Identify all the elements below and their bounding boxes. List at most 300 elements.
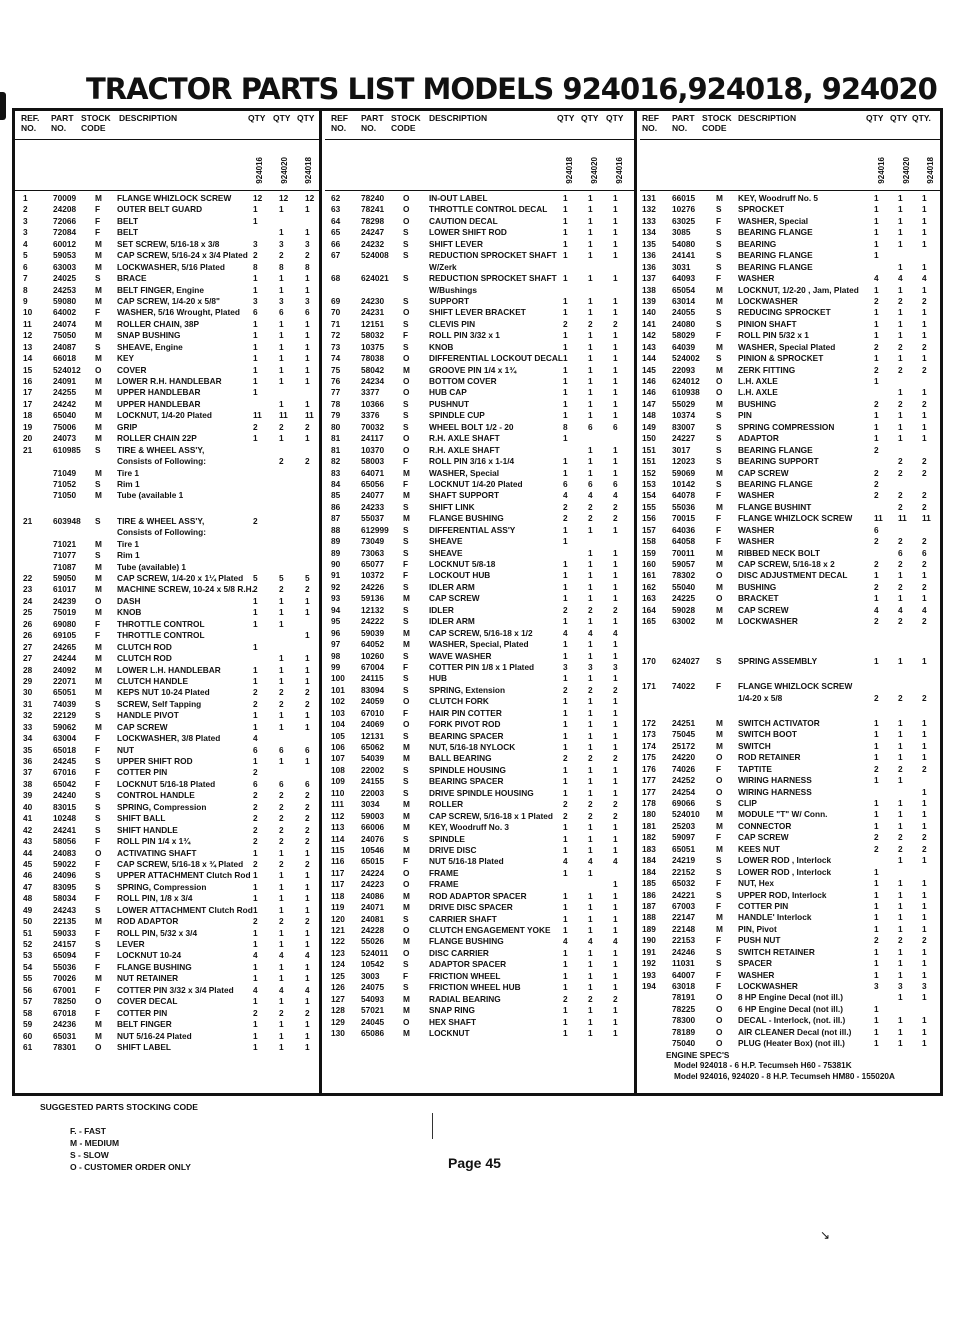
qty-b: 2 — [898, 490, 903, 501]
part-row — [640, 764, 940, 775]
description: SNAP BUSHING — [117, 330, 181, 341]
description: SPINDLE CUP — [429, 410, 485, 421]
part-row — [325, 193, 634, 204]
stock-code: S — [403, 318, 409, 329]
qty-b: 4 — [279, 950, 284, 961]
ref-no: 175 — [642, 752, 656, 763]
qty-c: 1 — [922, 969, 927, 980]
description: ACTIVATING SHAFT — [117, 847, 197, 858]
qty-b: 2 — [898, 559, 903, 569]
qty-b: 1 — [588, 639, 593, 650]
ref-no: 190 — [642, 935, 656, 946]
qty-a: 1 — [563, 696, 568, 707]
part-no: 10546 — [361, 844, 385, 855]
ref-no: 12 — [23, 330, 33, 341]
qty-c: 1 — [613, 742, 618, 752]
ref-no: 68 — [331, 273, 341, 284]
part-no: 71049 — [53, 467, 77, 478]
description: SPRING COMPRESSION — [738, 421, 835, 432]
ref-no: 176 — [642, 763, 656, 774]
part-row — [15, 756, 319, 767]
part-row — [640, 616, 940, 627]
part-no: 66018 — [53, 353, 77, 364]
part-no: 59050 — [53, 573, 77, 583]
stock-code: S — [716, 238, 722, 249]
description: SHIFT LINK — [429, 501, 475, 512]
qty-c: 1 — [613, 730, 618, 741]
qty-b: 1 — [279, 595, 284, 606]
model-header — [15, 140, 319, 191]
qty-b: 2 — [279, 698, 284, 709]
stock-code: M — [403, 467, 410, 478]
description: WASHER — [738, 524, 775, 535]
qty-c: 1 — [613, 844, 618, 855]
part-no: 24117 — [361, 433, 384, 444]
description: CLUTCH ENGAGEMENT YOKE — [429, 925, 551, 935]
part-row — [15, 733, 319, 744]
part-row — [15, 939, 319, 950]
ref-no: 85 — [331, 490, 341, 501]
stock-code: M — [716, 604, 723, 615]
part-row — [15, 710, 319, 721]
qty-c: 1 — [613, 307, 618, 318]
ref-no: 45 — [23, 858, 33, 869]
qty-c: 1 — [305, 996, 310, 1007]
part-no: 58034 — [53, 893, 77, 904]
part-row — [325, 719, 634, 730]
part-row — [15, 1031, 319, 1042]
qty-a: 1 — [253, 215, 258, 226]
stock-code: S — [95, 824, 101, 835]
part-no: 55026 — [361, 936, 385, 947]
qty-a: 1 — [563, 719, 568, 730]
part-row — [15, 296, 319, 307]
qty-a: 2 — [874, 536, 879, 547]
qty-c: 2 — [613, 604, 618, 615]
ref-no: 18 — [23, 410, 33, 421]
qty-c: 1 — [922, 786, 927, 797]
stock-code: S — [403, 524, 409, 535]
qty-a: 2 — [253, 801, 258, 812]
stock-code: F — [403, 856, 409, 867]
header-description: DESCRIPTION — [119, 113, 178, 123]
stock-code: M — [716, 341, 723, 352]
description: ADAPTOR — [738, 433, 779, 444]
ref-no: 118 — [331, 890, 345, 901]
part-no: 22152 — [672, 866, 696, 877]
description: L.H. AXLE — [738, 376, 778, 386]
qty-c: 4 — [922, 273, 927, 284]
description: ROD ADAPTOR — [117, 916, 179, 927]
part-row — [640, 656, 940, 667]
qty-c: 6 — [613, 421, 618, 432]
stock-code: S — [403, 398, 409, 409]
description: BEARING — [738, 238, 777, 249]
part-row — [640, 319, 940, 330]
description: THROTTLE CONTROL DECAL — [429, 204, 548, 215]
part-no: 22129 — [53, 710, 77, 721]
description: BEARING FLANGE — [738, 250, 813, 261]
description: ROLL PIN, 5/32 x 3/4 — [117, 927, 198, 938]
stock-code: S — [716, 478, 722, 489]
description: ROD RETAINER — [738, 752, 801, 763]
qty-a: 1 — [563, 250, 568, 261]
ref-no: 5 — [23, 250, 28, 261]
stock-code: M — [95, 421, 102, 432]
ref-no: 173 — [642, 729, 656, 740]
engine-spec-line: Model 924016, 924020 - 8 H.P. Tecumseh HM80 - 155020A — [674, 1071, 895, 1081]
part-row — [15, 642, 319, 653]
qty-c: 1 — [922, 318, 927, 329]
part-no: 12131 — [361, 730, 385, 741]
part-row — [15, 285, 319, 296]
qty-b: 1 — [279, 607, 284, 618]
part-no: 83095 — [53, 881, 77, 892]
part-no: 75040 — [672, 1038, 696, 1049]
part-no: 10366 — [361, 398, 385, 409]
part-no: 78191 — [672, 992, 696, 1003]
description: PIN — [738, 410, 752, 421]
part-row — [325, 262, 634, 273]
description: CLEVIS PIN — [429, 318, 476, 329]
stock-code: S — [403, 673, 409, 684]
qty-c: 1 — [613, 787, 618, 798]
qty-a: 1 — [874, 593, 879, 604]
qty-b: 2 — [588, 513, 593, 524]
part-no: 24045 — [361, 1016, 385, 1027]
description: THROTTLE CONTROL — [117, 630, 205, 641]
qty-b: 1 — [279, 870, 284, 881]
stock-code: S — [95, 515, 101, 526]
ref-no: 95 — [331, 616, 341, 627]
part-no: 71052 — [53, 478, 77, 489]
header-part: PART NO. — [361, 113, 384, 133]
part-row — [640, 809, 940, 820]
qty-a: 2 — [253, 858, 258, 869]
description: BALL BEARING — [429, 753, 492, 764]
description: WASHER, Special Plated — [738, 341, 836, 352]
qty-c: 1 — [922, 1026, 927, 1037]
description: SWITCH ACTIVATOR — [738, 717, 820, 728]
description: UPPER ROD, Interlock — [738, 889, 827, 900]
part-no: 59136 — [361, 593, 385, 604]
stock-code: F — [716, 490, 722, 501]
stock-code: F — [95, 1007, 101, 1018]
qty-a: 1 — [563, 387, 568, 398]
qty-b: 1 — [588, 696, 593, 707]
qty-b: 1 — [898, 946, 903, 957]
qty-a: 1 — [874, 330, 879, 341]
qty-a: 1 — [874, 752, 879, 763]
qty-c: 1 — [613, 193, 618, 203]
ref-no: 20 — [23, 433, 33, 444]
part-no: 65040 — [53, 410, 77, 421]
stock-code: F — [95, 618, 101, 629]
ref-no: 81 — [331, 433, 341, 444]
qty-c: 2 — [613, 318, 618, 329]
ref-no: 184 — [642, 855, 656, 866]
qty-a: 2 — [253, 584, 258, 595]
qty-a: 1 — [563, 959, 568, 970]
stock-code: M — [403, 639, 410, 650]
stock-code: S — [95, 939, 101, 949]
description: COVER DECAL — [117, 996, 178, 1007]
qty-a: 1 — [253, 433, 258, 444]
qty-a: 1 — [874, 969, 879, 980]
qty-c: 2 — [613, 501, 618, 512]
qty-b: 1 — [588, 844, 593, 855]
qty-b: 1 — [588, 524, 593, 535]
qty-a: 2 — [874, 763, 879, 774]
part-row — [325, 731, 634, 742]
qty-a: 2 — [563, 993, 568, 1004]
stock-code: M — [95, 573, 102, 583]
qty-a: 3 — [874, 981, 879, 991]
ref-no: 135 — [642, 238, 656, 249]
description: Consists of Following: — [117, 456, 206, 467]
qty-c: 2 — [613, 993, 618, 1004]
qty-a: 1 — [563, 707, 568, 718]
part-no: 10374 — [672, 410, 696, 421]
qty-a: 2 — [253, 515, 258, 526]
stock-code: O — [716, 775, 723, 786]
part-row — [325, 685, 634, 696]
description: NUT 5/16-18 Plated — [429, 856, 504, 867]
part-row — [15, 204, 319, 215]
qty-c: 4 — [922, 604, 927, 615]
description: CLUTCH HANDLE — [117, 675, 188, 686]
stock-code: S — [716, 433, 722, 444]
ref-no: 104 — [331, 719, 345, 730]
qty-a: 1 — [563, 947, 568, 958]
stock-code: O — [403, 433, 410, 444]
description: COTTER PIN 3/32 x 3/4 Plated — [117, 984, 234, 995]
stock-code: O — [403, 353, 410, 364]
part-no: 24240 — [53, 790, 77, 801]
ref-no: 97 — [331, 639, 341, 650]
part-no: 24157 — [53, 939, 77, 949]
qty-a: 1 — [874, 1015, 879, 1026]
qty-c: 1 — [305, 318, 310, 329]
qty-b: 3 — [588, 661, 593, 672]
part-no: 74039 — [53, 698, 77, 709]
part-no: 59097 — [672, 832, 696, 843]
qty-c: 2 — [305, 250, 310, 261]
qty-b: 1 — [279, 653, 284, 664]
part-no: 3034 — [361, 799, 380, 810]
qty-b: 1 — [898, 410, 903, 421]
header-ref: REF NO. — [331, 113, 348, 133]
part-no: 75006 — [53, 421, 77, 432]
qty-a: 2 — [563, 753, 568, 764]
part-no: 24208 — [53, 204, 77, 215]
qty-a: 2 — [874, 616, 879, 627]
description: HANDLE' Interlock — [738, 912, 812, 923]
part-no: 83007 — [672, 421, 696, 432]
stock-code: M — [716, 581, 723, 592]
ref-no: 44 — [23, 847, 33, 858]
ref-no: 136 — [642, 261, 656, 272]
qty-c: 1 — [922, 307, 927, 318]
description: COTTER PIN — [117, 1007, 168, 1018]
description: KEY — [117, 353, 135, 364]
qty-b: 2 — [898, 295, 903, 306]
ref-no: 11 — [23, 318, 32, 329]
part-no: 74026 — [672, 763, 696, 774]
part-row — [15, 596, 319, 607]
stock-code: F — [95, 858, 101, 869]
column-header — [640, 111, 940, 140]
part-row — [15, 239, 319, 250]
description: CAP SCREW — [738, 467, 789, 478]
ref-no: 31 — [23, 698, 33, 709]
part-no: 24055 — [672, 307, 696, 318]
qty-b: 2 — [898, 456, 903, 467]
part-no: 72084 — [53, 227, 77, 238]
qty-b: 1 — [588, 890, 593, 901]
description: LOCKWASHER — [738, 295, 798, 306]
description: SHIFT LEVER — [429, 238, 483, 249]
part-no: 58032 — [361, 330, 385, 341]
qty-b: 1 — [588, 673, 593, 684]
qty-c: 1 — [613, 673, 618, 684]
description: FRICTION WHEEL HUB — [429, 982, 521, 993]
qty-c: 1 — [922, 889, 927, 900]
qty-b: 2 — [898, 467, 903, 478]
qty-c: 2 — [922, 364, 927, 375]
qty-c: 1 — [305, 675, 310, 686]
qty-a: 1 — [874, 227, 879, 238]
description: LOCKNUT, 1/4-20 Plated — [117, 410, 212, 421]
part-row — [325, 365, 634, 376]
description: BELT FINGER — [117, 1019, 172, 1030]
part-row — [325, 925, 634, 936]
qty-a: 1 — [563, 238, 568, 249]
stock-code: M — [716, 923, 723, 934]
stock-code: S — [716, 798, 722, 808]
description: BEARING FLANGE — [738, 261, 813, 272]
part-row — [15, 767, 319, 778]
qty-b: 2 — [898, 581, 903, 592]
column-header — [325, 111, 634, 140]
part-row — [640, 387, 940, 398]
qty-a: 1 — [563, 1005, 568, 1016]
qty-a: 2 — [563, 810, 568, 821]
qty-c: 1 — [613, 593, 618, 604]
description: WAVE WASHER — [429, 650, 492, 661]
ref-no: 39 — [23, 790, 33, 801]
qty-c: 1 — [613, 890, 618, 901]
part-no: 24252 — [672, 775, 696, 786]
description: SPRING ASSEMBLY — [738, 655, 818, 666]
part-row — [15, 445, 319, 456]
qty-a: 1 — [874, 193, 879, 203]
ref-no: 87 — [331, 513, 341, 524]
qty-b: 1 — [898, 238, 903, 249]
part-row — [640, 445, 940, 456]
description: LOCKNUT 5/16-18 Plated — [117, 778, 216, 789]
ref-no: 2 — [23, 204, 28, 215]
ref-no: 151 — [642, 456, 656, 467]
qty-b: 1 — [588, 398, 593, 409]
stock-code: M — [403, 513, 410, 524]
description: RADIAL BEARING — [429, 993, 501, 1004]
stock-code: M — [403, 993, 410, 1004]
part-no: 60012 — [53, 238, 77, 249]
stock-code: S — [403, 730, 409, 741]
part-no: 71087 — [53, 561, 77, 572]
part-no: 524011 — [361, 947, 389, 958]
part-row — [15, 813, 319, 824]
part-row — [325, 307, 634, 318]
part-row — [640, 681, 940, 692]
qty-c: 1 — [922, 215, 927, 226]
stock-code: O — [716, 1003, 723, 1014]
qty-c: 1 — [613, 650, 618, 661]
qty-b: 1 — [898, 923, 903, 934]
part-row — [325, 708, 634, 719]
stock-code: M — [716, 809, 723, 820]
parts-column-1 — [15, 111, 322, 1093]
ref-no: 75 — [331, 364, 341, 375]
qty-a: 1 — [874, 912, 879, 923]
qty-c: 1 — [613, 547, 618, 558]
qty-a: 2 — [253, 698, 258, 709]
stock-code: F — [95, 836, 101, 847]
part-row — [640, 855, 940, 866]
stock-code: F — [716, 524, 722, 535]
part-no: 70011 — [672, 547, 695, 558]
qty-a: 1 — [253, 284, 258, 295]
qty-c: 1 — [922, 570, 927, 581]
stock-code: O — [403, 1016, 410, 1027]
qty-b: 1 — [588, 970, 593, 981]
description: CAP SCREW — [738, 832, 789, 843]
description: BEARING FLANGE — [738, 478, 813, 489]
qty-b: 1 — [898, 261, 903, 272]
qty-a: 2 — [253, 916, 258, 927]
qty-a: 1 — [253, 870, 258, 881]
ref-no: 50 — [23, 916, 33, 927]
description: CLIP — [738, 798, 757, 808]
part-row — [15, 859, 319, 870]
part-row — [640, 548, 940, 559]
qty-b: 1 — [588, 204, 593, 215]
description: CLUTCH ROD — [117, 653, 172, 664]
ref-no: 63 — [331, 204, 341, 215]
description: ROLLER — [429, 799, 464, 810]
qty-b: 1 — [898, 717, 903, 728]
qty-c: 1 — [305, 927, 310, 938]
part-no: 24219 — [672, 855, 696, 866]
qty-c: 1 — [922, 900, 927, 911]
qty-c: 1 — [922, 798, 927, 808]
qty-b: 2 — [279, 687, 284, 698]
stock-code: M — [716, 295, 723, 306]
part-no: 24239 — [53, 595, 77, 606]
part-row — [325, 296, 634, 307]
part-row — [325, 593, 634, 604]
qty-b: 6 — [588, 421, 593, 432]
part-row — [15, 1042, 319, 1053]
qty-b: 6 — [588, 478, 593, 489]
part-row — [640, 642, 940, 656]
part-no: 54080 — [672, 238, 696, 249]
qty-b: 4 — [588, 936, 593, 947]
qty-c: 1 — [613, 570, 618, 581]
ref-no: 107 — [331, 753, 345, 764]
qty-a: 4 — [253, 733, 258, 744]
